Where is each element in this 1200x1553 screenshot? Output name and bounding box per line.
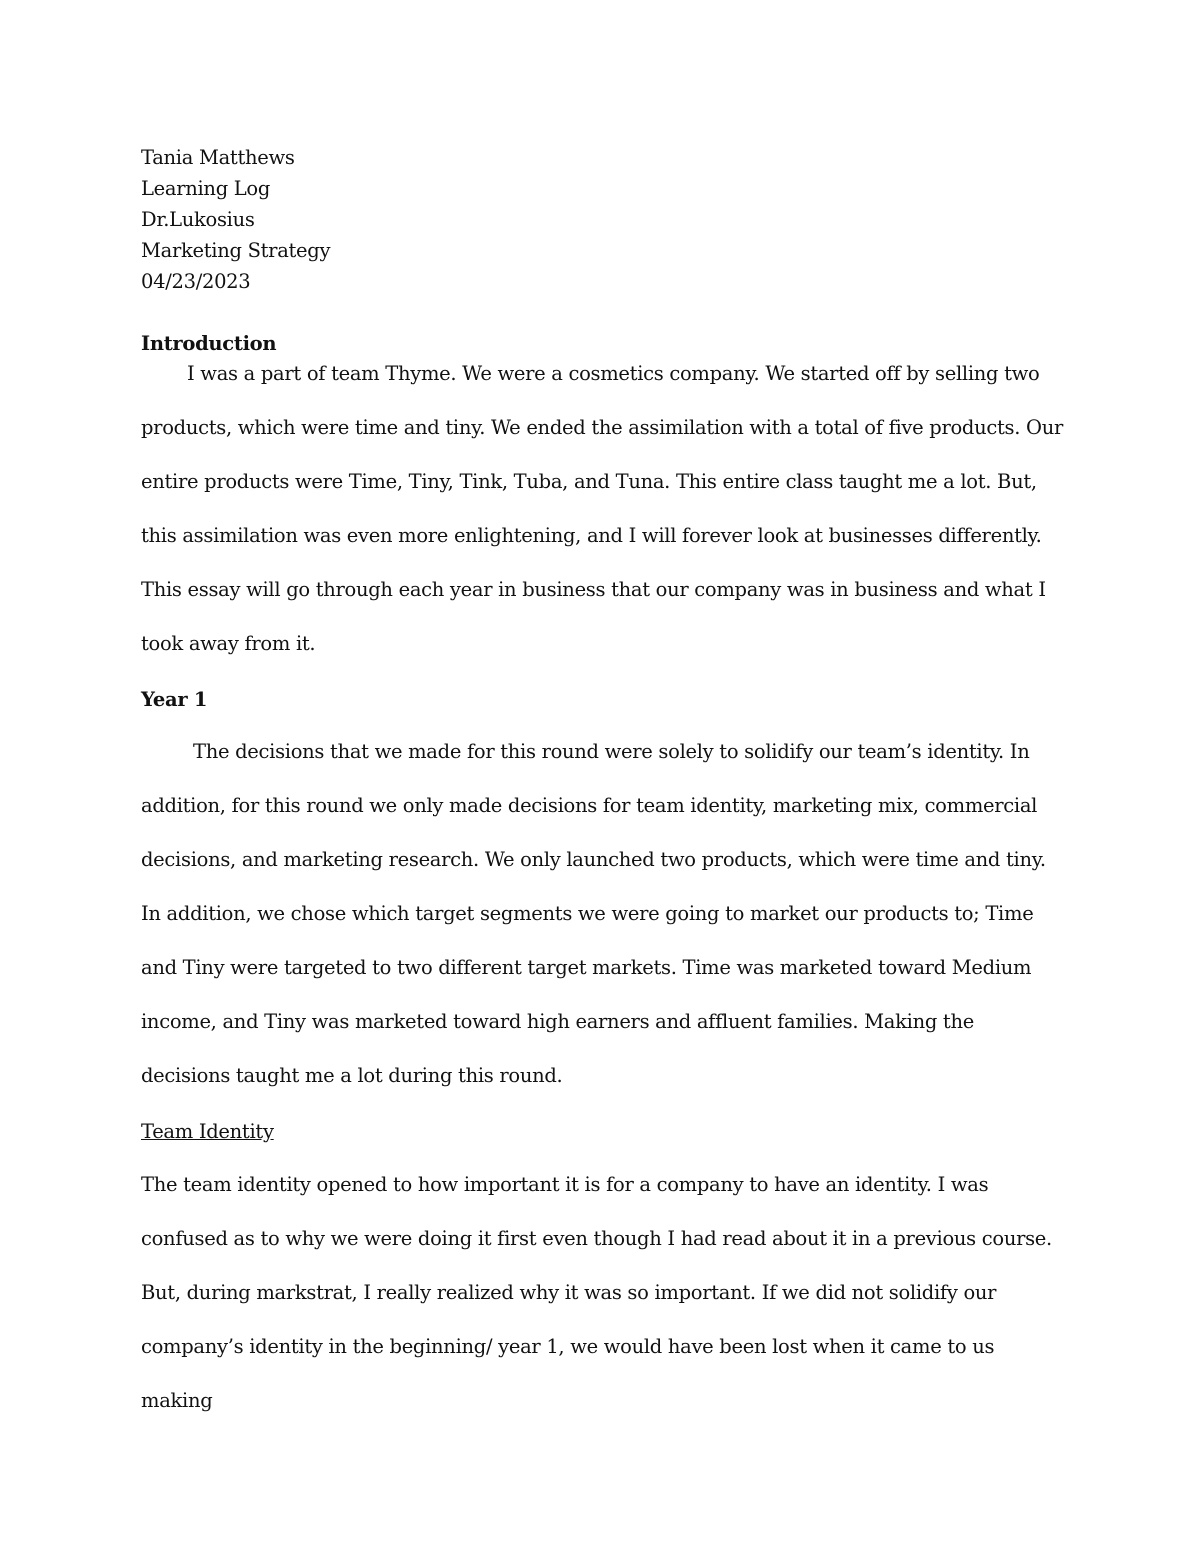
team-identity-paragraph: The team identity opened to how important it is for a company to have an identity. I was confused as to why we were doing it first even though I had read about it in a previous course. But, during markstrat, I really realized why it was so important. If we did not solidify our company’s identity in the beginning/ year 1, we would have been lost when it came to us making	[141, 1173, 1052, 1412]
year1-paragraph: The decisions that we made for this round were solely to solidify our team’s identity. In addition, for this round we only made decisions for team identity, marketing mix, commercial decisions, and marketing research. We only launched two products, which were time and tiny. In addition, we chose which target segments we were going to market our products to; Time and Tiny were targeted to two different target markets. Time was marketed toward Medium income, and Tiny was marketed toward high earners and affluent families. Making the decisions taught me a lot during this round.	[141, 740, 1046, 1087]
document-title: Learning Log	[141, 177, 271, 200]
author-name: Tania Matthews	[141, 146, 295, 169]
introduction-heading: Introduction	[141, 332, 277, 355]
course-name: Marketing Strategy	[141, 239, 331, 262]
instructor-name: Dr.Lukosius	[141, 208, 255, 231]
year1-heading: Year 1	[141, 688, 208, 711]
introduction-paragraph: I was a part of team Thyme. We were a cosmetics company. We started off by selling two products, which were time and tiny. We ended the assimilation with a total of five products. Our entire products were Time, Tiny, Tink, Tuba, and Tuna. This entire class taught me a lot. But, this assimilation was even more enlightening, and I will forever look at businesses differently. This essay will go through each year in business that our company was in business and what I took away from it.	[141, 362, 1063, 655]
team-identity-heading: Team Identity	[141, 1120, 274, 1143]
document-date: 04/23/2023	[141, 270, 251, 293]
document-header	[141, 142, 1066, 297]
